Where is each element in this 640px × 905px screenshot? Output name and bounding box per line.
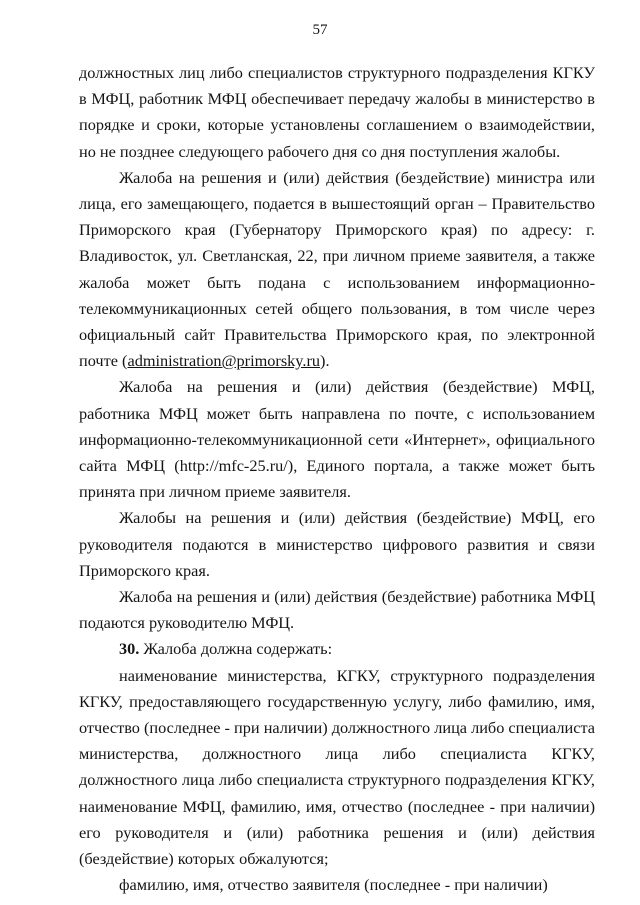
paragraph-complaint-mfc-worker bbox=[79, 374, 595, 505]
paragraph-text: Жалоба на решения и (или) действия (бездействие) МФЦ, работника МФЦ может быть направлена по почте, с использованием информационно-телекоммуникационной сети «Интернет», официального сайта МФЦ (http://mfc-25.ru/), Единого портала, а также может быть принята при личном приеме заявителя. bbox=[79, 377, 595, 502]
paragraph-text: Жалоба на решения и (или) действия (бездействие) работника МФЦ подаются руководителю МФЦ. bbox=[79, 587, 595, 633]
paragraph-complaint-transfer bbox=[79, 60, 595, 165]
paragraph-applicant-name bbox=[79, 872, 595, 898]
paragraph-text: фамилию, имя, отчество заявителя (последнее - при наличии) bbox=[119, 875, 548, 895]
paragraph-text: наименование министерства, КГКУ, структурного подразделения КГКУ, предоставляющего государственную услугу, либо фамилию, имя, отчество (последнее - при наличии) должностного лица либо специалиста министерства, должностного лица либо специалиста КГКУ, должностного лица либо специалиста структурного подразделения КГКУ, наименование МФЦ, фамилию, имя, отчество (последнее - при наличии) его руководителя и (или) работника решения и (или) действия (бездействие) которых обжалуются; bbox=[79, 665, 595, 869]
paragraph-clause-30 bbox=[79, 636, 595, 662]
paragraph-text: Жалобы на решения и (или) действия (бездействие) МФЦ, его руководителя подаются в министерство цифрового развития и связи Приморского края. bbox=[79, 508, 595, 580]
paragraph-complaint-mfc-head bbox=[79, 505, 595, 584]
email-link[interactable]: administration@primorsky.ru bbox=[127, 351, 321, 371]
page-number: 57 bbox=[312, 22, 328, 38]
body-text bbox=[79, 60, 595, 899]
paragraph-complaint-contents bbox=[79, 663, 595, 873]
paragraph-text: Жалоба на решения и (или) действия (бездействие) министра или лица, его замещающего, подается в вышестоящий орган – Правительство Приморского края (Губернатору Приморского края) по адресу: г. Владивосток, ул. Светланская, 22, при личном приеме заявителя, а также жалоба может быть подана с использованием информационно-телекоммуникационных сетей общего пользования, в том числе через официальный сайт Правительства Приморского края, по электронной почте ( bbox=[79, 167, 595, 371]
paragraph-text: Жалоба должна содержать: bbox=[139, 639, 333, 659]
paragraph-text: ). bbox=[320, 351, 330, 371]
clause-number: 30. bbox=[119, 639, 140, 659]
paragraph-complaint-minister bbox=[79, 165, 595, 375]
paragraph-complaint-worker bbox=[79, 584, 595, 636]
paragraph-text: должностных лиц либо специалистов структурного подразделения КГКУ в МФЦ, работник МФЦ обеспечивает передачу жалобы в министерство в порядке и сроки, которые установлены соглашением о взаимодействии, но не позднее следующего рабочего дня со дня поступления жалобы. bbox=[79, 63, 595, 161]
